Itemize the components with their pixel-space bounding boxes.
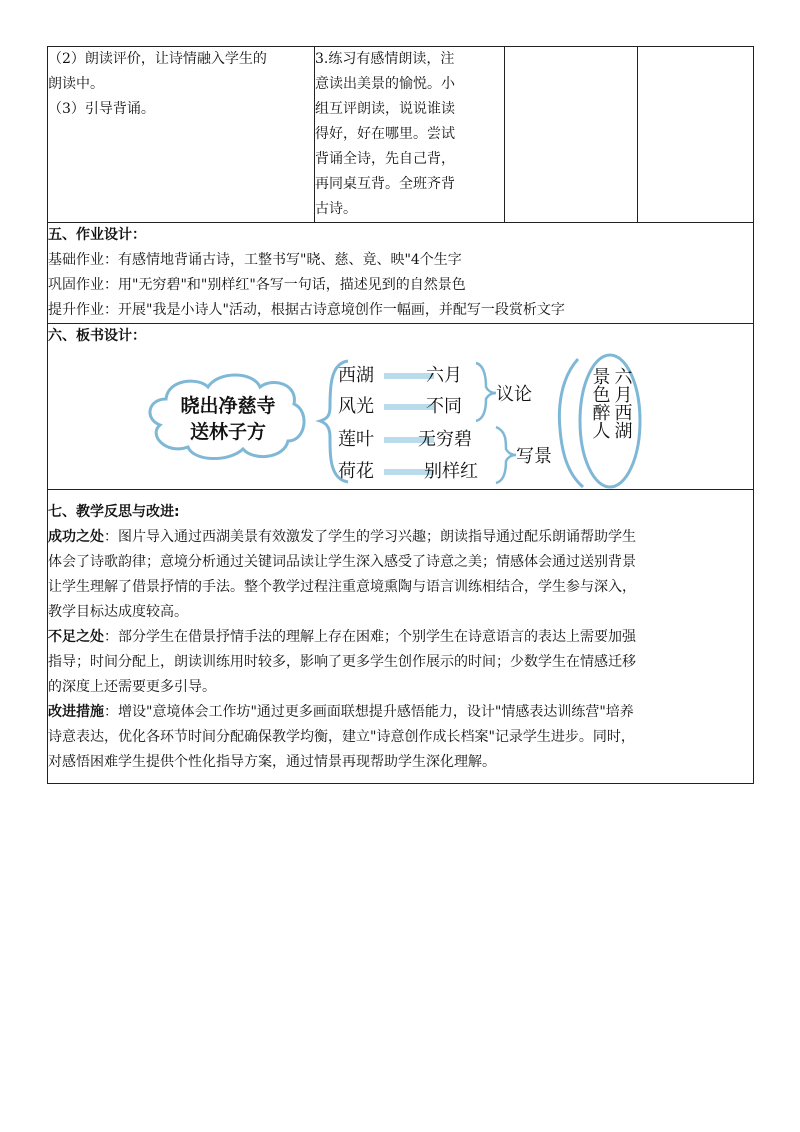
text-line: 再同桌互背。全班齐背 [315, 176, 455, 192]
word-butong: 不同 [426, 396, 462, 417]
improve-line: 诗意表达，优化各环节时间分配确保教学均衡，建立"诗意创作成长档案"记录学生进步。同时， [48, 729, 635, 745]
section-title: 七、教学反思与改进: [48, 504, 180, 520]
shortage-line: 的深度上还需要更多引导。 [48, 679, 216, 695]
success-text: ：图片导入通过西湖美景有效激发了学生的学习兴趣；朗读指导通过配乐朗诵帮助学生 [104, 529, 636, 545]
word-hehua: 荷花 [338, 461, 374, 482]
lesson-plan-table [47, 46, 754, 784]
shortage-line [48, 625, 753, 650]
success-line: 教学目标达成度较高。 [48, 604, 188, 620]
text-line: （3）引导背诵。 [48, 101, 155, 117]
homework-basic: 基础作业：有感情地背诵古诗，工整书写"晓、慈、竟、映"4个生字 [48, 252, 462, 268]
word-lianye: 莲叶 [338, 429, 374, 450]
text-line: （2）朗读评价，让诗情融入学生的 [48, 51, 267, 67]
text-line: 朗读中。 [48, 76, 104, 92]
cloud-title-line2: 送林子方 [189, 421, 267, 443]
homework-advanced: 提升作业：开展"我是小诗人"活动，根据古诗意境创作一幅画，并配写一段赏析文字 [48, 302, 565, 318]
success-line: 让学生理解了借景抒情的手法。整个教学过程注重意境熏陶与语言训练相结合，学生参与深入， [48, 579, 636, 595]
word-fengguang: 风光 [338, 396, 374, 417]
homework-row [48, 223, 754, 324]
summary-col-right: 六月西湖 [611, 367, 633, 439]
shortage-text: ：部分学生在借景抒情手法的理解上存在困难；个别学生在诗意语言的表达上需要加强 [104, 629, 636, 645]
cloud-title-line1: 晓出净慈寺 [180, 395, 276, 417]
homework-section [48, 223, 754, 324]
teacher-activity-cell [48, 47, 315, 223]
shortage-label: 不足之处 [48, 629, 104, 645]
summary-col-left: 景色醉人 [589, 367, 611, 439]
section-title: 五、作业设计： [48, 227, 146, 243]
empty-cell [505, 47, 638, 223]
label-xiejing: 写景 [516, 446, 552, 467]
student-activity-cell [315, 47, 505, 223]
word-xihu: 西湖 [338, 365, 374, 386]
success-line: 体会了诗歌韵律；意境分析通过关键词品读让学生深入感受了诗意之美；情感体会通过送别背景 [48, 554, 636, 570]
reflection-section [48, 490, 754, 784]
text-line: 组互评朗读，说说谁读 [315, 101, 455, 117]
teaching-process-row [48, 47, 754, 223]
reflection-row [48, 490, 754, 784]
inner-brace-lower [496, 427, 516, 483]
lesson-plan-page [47, 46, 753, 784]
improve-line [48, 700, 753, 725]
homework-consolidate: 巩固作业：用"无穷碧"和"别样红"各写一句话，描述见到的自然景色 [48, 277, 466, 293]
text-line: 3.练习有感情朗读，注 [315, 51, 455, 67]
improve-label: 改进措施 [48, 704, 104, 720]
word-bieyanghong: 别样红 [424, 461, 478, 482]
word-liuyue: 六月 [426, 365, 462, 386]
label-yilun: 议论 [496, 384, 532, 405]
section-title: 六、板书设计： [48, 328, 146, 344]
empty-cell [638, 47, 754, 223]
shortage-line: 指导；时间分配上，朗读训练用时较多，影响了更多学生创作展示的时间；少数学生在情感迁移 [48, 654, 636, 670]
word-wuqiongbi: 无穷碧 [418, 429, 472, 450]
board-svg [48, 349, 738, 489]
text-line: 意读出美景的愉悦。小 [315, 76, 455, 92]
board-section [48, 324, 754, 490]
inner-brace-upper [476, 363, 496, 421]
text-line: 得好，好在哪里。尝试 [315, 126, 455, 142]
success-line [48, 525, 753, 550]
improve-text: ：增设"意境体会工作坊"通过更多画面联想提升感悟能力，设计"情感表达训练营"培养 [104, 704, 634, 720]
text-line: 背诵全诗，先自己背， [315, 151, 455, 167]
success-label: 成功之处 [48, 529, 104, 545]
board-row [48, 324, 754, 490]
board-diagram [48, 349, 753, 489]
improve-line: 对感悟困难学生提供个性化指导方案，通过情景再现帮助学生深化理解。 [48, 754, 496, 770]
text-line: 古诗。 [315, 201, 357, 217]
